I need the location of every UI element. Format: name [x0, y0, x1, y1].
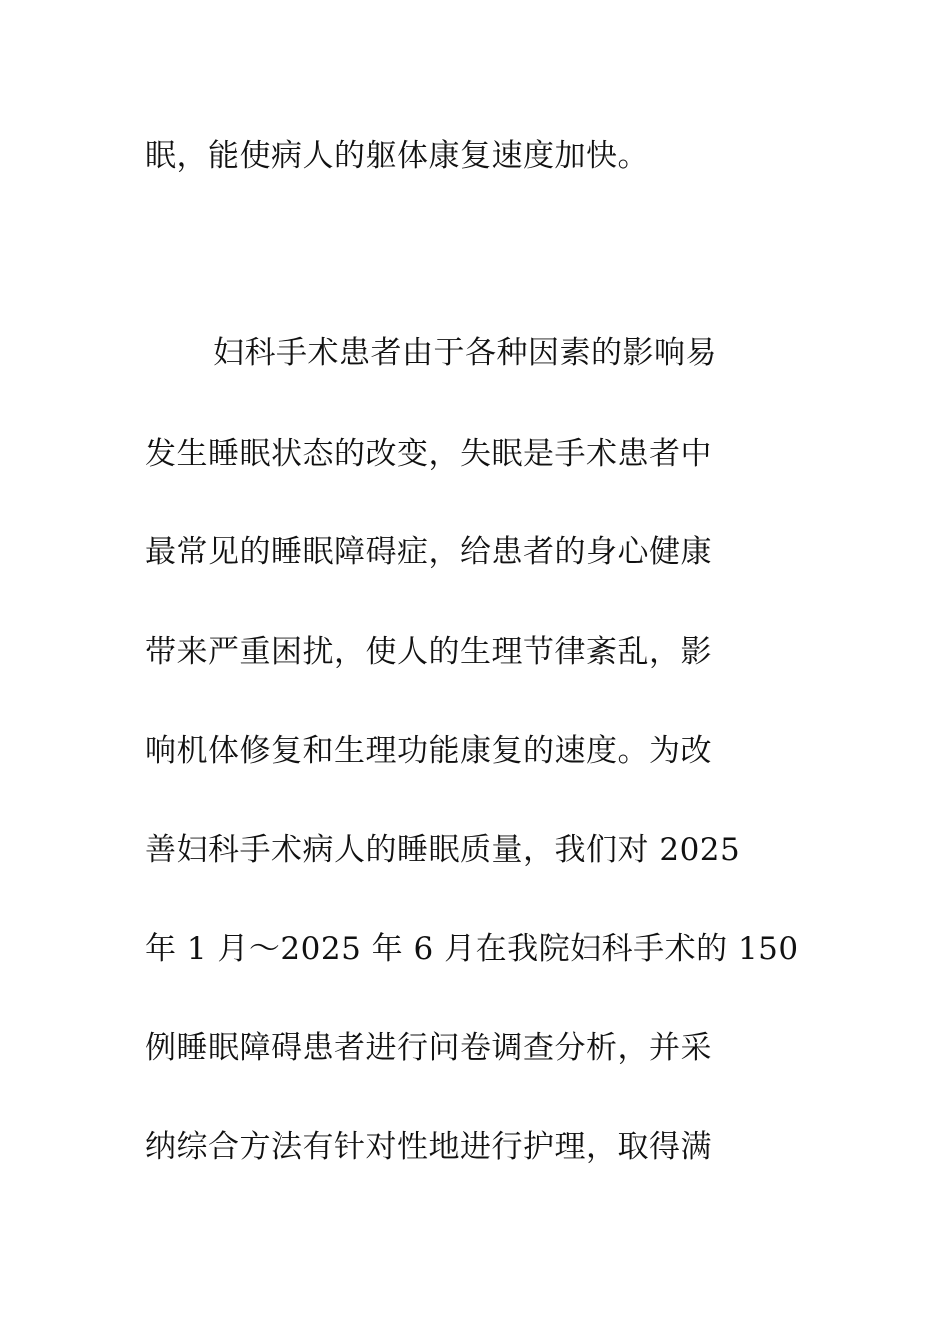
paragraph-2-line-6: 善妇科手术病人的睡眠质量，我们对 2025	[145, 832, 741, 868]
paragraph-1-line-1: 眠，能使病人的躯体康复速度加快。	[145, 138, 649, 174]
paragraph-2-line-8: 例睡眠障碍患者进行问卷调查分析，并采	[145, 1030, 712, 1066]
paragraph-2-line-4: 带来严重困扰，使人的生理节律紊乱，影	[145, 634, 712, 670]
paragraph-2-line-2: 发生睡眠状态的改变，失眠是手术患者中	[145, 436, 712, 472]
paragraph-2-line-9: 纳综合方法有针对性地进行护理，取得满	[145, 1129, 712, 1165]
paragraph-2-line-1: 妇科手术患者由于各种因素的影响易	[213, 335, 717, 371]
paragraph-2-line-7: 年 1 月～2025 年 6 月在我院妇科手术的 150	[145, 931, 799, 967]
paragraph-2-line-5: 响机体修复和生理功能康复的速度。为改	[145, 733, 712, 769]
paragraph-2-line-3: 最常见的睡眠障碍症，给患者的身心健康	[145, 534, 712, 570]
